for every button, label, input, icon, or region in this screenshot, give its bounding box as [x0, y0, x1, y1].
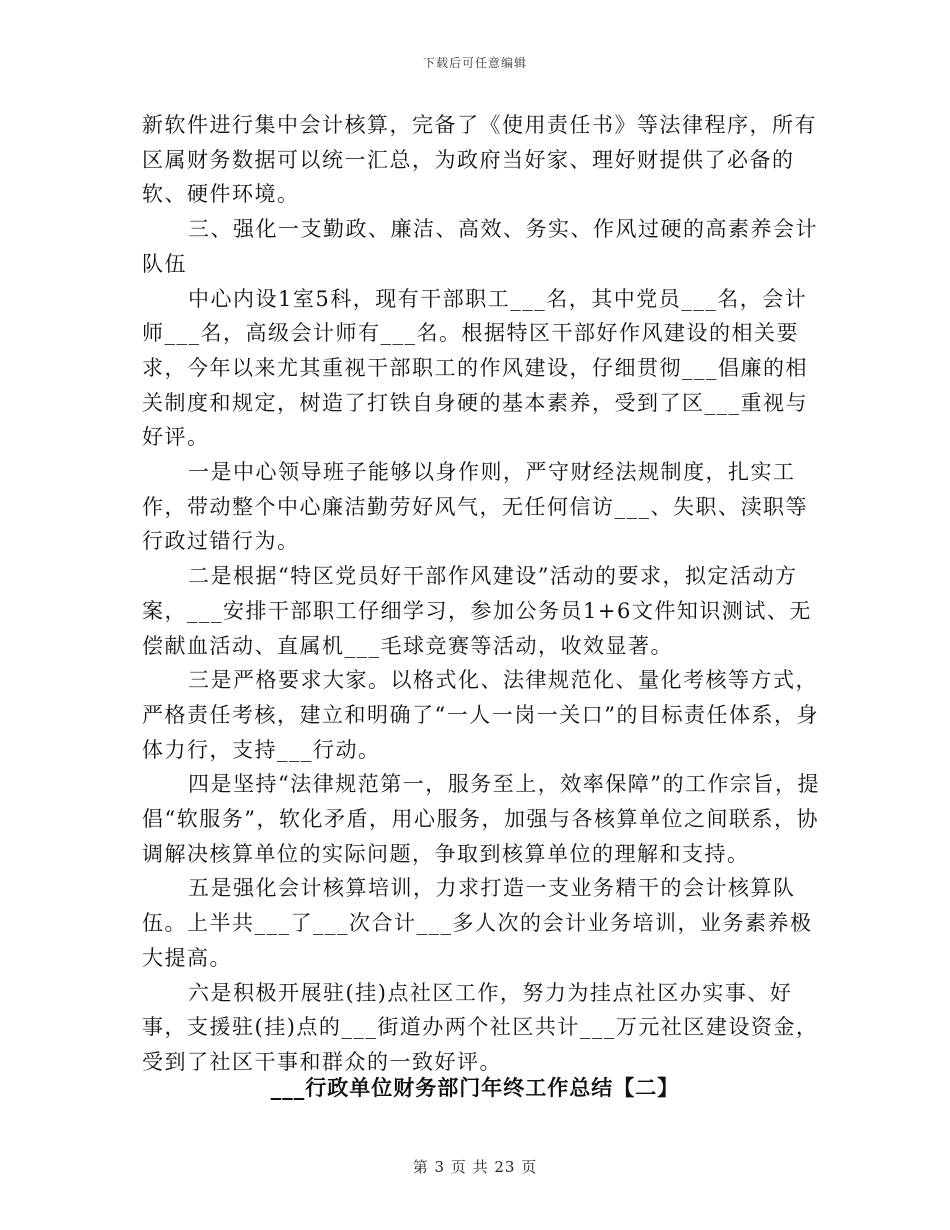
paragraph: 中心内设1室5科，现有干部职工___名，其中党员___名，会计师___名，高级会计师有___名。根据特区干部好作风建设的相关要求，今年以来尤其重视干部职工的作风建设，仔细贯彻___倡廉的相关制度和规定，树造了打铁自身硬的基本素养，受到了区___重视与好评。	[142, 286, 808, 450]
paragraph: 六是积极开展驻(挂)点社区工作，努力为挂点社区办实事、好事，支援驻(挂)点的___街道办两个社区共计___万元社区建设资金，受到了社区干事和群众的一致好评。	[142, 980, 819, 1074]
paragraph: 五是强化会计核算培训，力求打造一支业务精干的会计核算队伍。上半共___了___次合计___多人次的会计业务培训，业务素养极大提高。	[142, 876, 813, 970]
paragraph: 新软件进行集中会计核算，完备了《使用责任书》等法律程序，所有区属财务数据可以统一汇总，为政府当好家、理好财提供了必备的软、硬件环境。	[142, 113, 817, 207]
paragraph: 四是坚持“法律规范第一，服务至上，效率保障”的工作宗旨，提倡“软服务”，软化矛盾，用心服务，加强与各核算单位之间联系，协调解决核算单位的实际问题，争取到核算单位的理解和支持。	[142, 772, 820, 866]
section-title: ___行政单位财务部门年终工作总结【二】	[270, 1075, 680, 1100]
paragraph: 二是根据“特区党员好干部作风建设”活动的要求，拟定活动方案，___安排干部职工仔细学习，参加公务员1+6文件知识测试、无偿献血活动、直属机___毛球竞赛等活动，收效显著。	[142, 564, 812, 658]
body-text	[142, 108, 822, 1080]
paragraph: 三是严格要求大家。以格式化、法律规范化、量化考核等方式，严格责任考核，建立和明确了“一人一岗一关口”的目标责任体系，身体力行，支持___行动。	[142, 668, 819, 762]
section-heading: 三、强化一支勤政、廉洁、高效、务实、作风过硬的高素养会计队伍	[142, 217, 818, 276]
page-header-note: 下载后可任意编辑	[422, 56, 527, 70]
paragraph: 一是中心领导班子能够以身作则，严守财经法规制度，扎实工作，带动整个中心廉洁勤劳好风气，无任何信访___、失职、渎职等行政过错行为。	[142, 460, 808, 554]
page-number: 第 3 页 共 23 页	[412, 1158, 538, 1176]
